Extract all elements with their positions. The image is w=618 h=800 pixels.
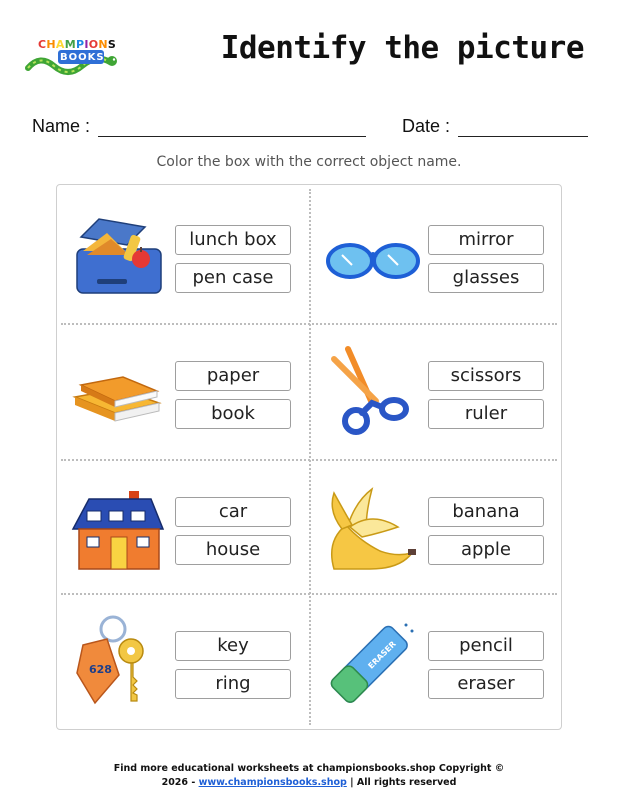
footer-line-2	[0, 776, 618, 790]
option-car[interactable]: car	[175, 497, 291, 527]
scissors-icon	[320, 345, 420, 437]
date-line[interactable]	[458, 119, 588, 137]
option-ring[interactable]: ring	[175, 669, 291, 699]
option-lunch-box[interactable]: lunch box	[175, 225, 291, 255]
item-card	[57, 323, 310, 459]
glasses-icon	[320, 209, 420, 301]
option-mirror[interactable]: mirror	[428, 225, 544, 255]
logo-bottom-text: BOOKS	[60, 52, 105, 63]
lunch-box-icon	[67, 209, 167, 301]
champions-books-logo	[24, 32, 124, 78]
option-scissors[interactable]: scissors	[428, 361, 544, 391]
item-card	[310, 593, 563, 729]
worksheet-grid	[56, 184, 562, 730]
instructions: Color the box with the correct object name.	[156, 154, 462, 170]
name-line[interactable]	[98, 119, 366, 137]
option-paper[interactable]: paper	[175, 361, 291, 391]
option-apple[interactable]: apple	[428, 535, 544, 565]
option-pencil[interactable]: pencil	[428, 631, 544, 661]
option-key[interactable]: key	[175, 631, 291, 661]
option-eraser[interactable]: eraser	[428, 669, 544, 699]
footer-year: 2026 -	[161, 777, 199, 788]
option-ruler[interactable]: ruler	[428, 399, 544, 429]
date-field	[402, 116, 588, 137]
date-label: Date :	[402, 116, 451, 136]
website-link[interactable]: www.championsbooks.shop	[198, 777, 347, 788]
item-card	[310, 459, 563, 595]
item-card	[57, 187, 310, 323]
option-banana[interactable]: banana	[428, 497, 544, 527]
option-house[interactable]: house	[175, 535, 291, 565]
name-field	[32, 116, 366, 137]
page-title: Identify the picture	[220, 30, 584, 66]
eraser-icon	[320, 615, 420, 707]
book-icon	[67, 345, 167, 437]
option-pen-case[interactable]: pen case	[175, 263, 291, 293]
key-icon	[67, 615, 167, 707]
option-book[interactable]: book	[175, 399, 291, 429]
item-card	[57, 459, 310, 595]
option-glasses[interactable]: glasses	[428, 263, 544, 293]
item-card	[57, 593, 310, 729]
house-icon	[67, 481, 167, 573]
eraser-label: ERASER	[366, 639, 398, 671]
keytag-number: 628	[89, 663, 112, 676]
footer	[0, 762, 618, 790]
logo-top-text: CHAMPIONS	[38, 38, 117, 51]
item-card	[310, 187, 563, 323]
name-label: Name :	[32, 116, 91, 136]
footer-rights: | All rights reserved	[346, 777, 457, 788]
footer-line-1: Find more educational worksheets at championsbooks.shop Copyright ©	[113, 763, 505, 774]
item-card	[310, 323, 563, 459]
banana-icon	[320, 481, 420, 573]
